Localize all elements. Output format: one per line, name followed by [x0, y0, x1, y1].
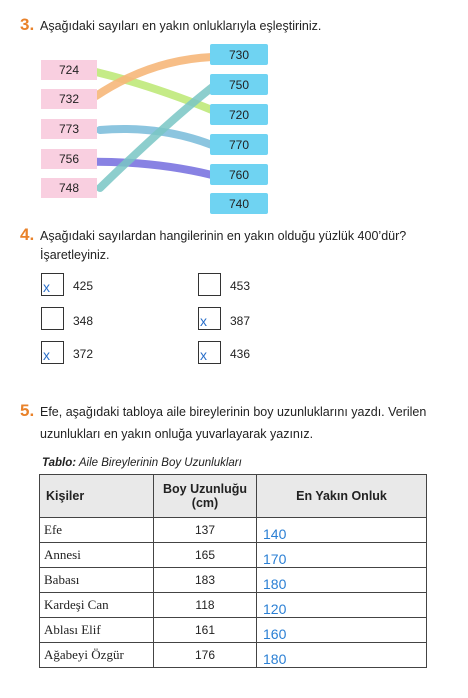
match-line-732-730	[96, 57, 212, 96]
checkbox-label: 436	[230, 347, 251, 361]
person-height: 137	[154, 518, 257, 543]
q5-text-line2: uzunlukları en yakın onluğa yuvarlayarak yazınız.	[40, 427, 314, 441]
q3-number: 3.	[20, 15, 35, 34]
right-number: 770	[210, 134, 268, 155]
table-row	[40, 618, 427, 643]
q5-text-line1: Efe, aşağıdaki tabloya aile bireylerinin boy uzunluklarını yazdı. Verilen	[40, 405, 427, 419]
q4-text-line2: İşaretleyiniz.	[40, 248, 110, 262]
match-line-773-770	[100, 129, 212, 145]
left-number: 773	[41, 119, 97, 139]
person-name: Kardeşi Can	[40, 593, 154, 618]
right-number: 750	[210, 74, 268, 95]
checkbox-label: 453	[230, 279, 251, 293]
height-table	[39, 474, 427, 668]
table-row	[40, 518, 427, 543]
answer-input[interactable]: 160	[257, 618, 427, 643]
header-people: Kişiler	[40, 475, 154, 518]
caption-label: Tablo:	[42, 457, 77, 469]
person-name: Ağabeyi Özgür	[40, 643, 154, 668]
checkbox[interactable]	[41, 273, 64, 296]
person-height: 161	[154, 618, 257, 643]
checkbox-label: 387	[230, 314, 251, 328]
match-line-748-750	[100, 85, 215, 188]
table-header-row	[40, 475, 427, 518]
checkbox[interactable]	[198, 341, 221, 364]
caption-title: Aile Bireylerinin Boy Uzunlukları	[76, 457, 242, 469]
match-line-724-720	[96, 72, 212, 110]
table-row	[40, 643, 427, 668]
q4-number: 4.	[20, 225, 35, 244]
right-number: 760	[210, 164, 268, 185]
q3-text: Aşağıdaki sayıları en yakın onluklarıyla eşleştiriniz.	[40, 19, 322, 33]
right-number: 730	[210, 44, 268, 65]
checkbox-label: 372	[73, 347, 94, 361]
checkbox[interactable]	[198, 273, 221, 296]
person-name: Ablası Elif	[40, 618, 154, 643]
header-nearest-ten: En Yakın Onluk	[257, 475, 427, 518]
answer-input[interactable]: 180	[257, 568, 427, 593]
checkbox-label: 425	[73, 279, 94, 293]
person-name: Efe	[40, 518, 154, 543]
checkbox[interactable]	[41, 307, 64, 330]
answer-input[interactable]: 180	[257, 643, 427, 668]
table-caption	[42, 457, 242, 469]
table-row	[40, 568, 427, 593]
q4-text-line1: Aşağıdaki sayılardan hangilerinin en yakın olduğu yüzlük 400’dür?	[40, 229, 407, 243]
answer-input[interactable]: 170	[257, 543, 427, 568]
person-height: 183	[154, 568, 257, 593]
left-number: 756	[41, 149, 97, 169]
right-number: 720	[210, 104, 268, 125]
left-number: 724	[41, 60, 97, 80]
right-number: 740	[210, 193, 268, 214]
person-name: Annesi	[40, 543, 154, 568]
checkbox[interactable]	[41, 341, 64, 364]
left-number: 732	[41, 89, 97, 109]
x-mark: x	[200, 347, 207, 363]
answer-input[interactable]: 120	[257, 593, 427, 618]
table-row	[40, 593, 427, 618]
x-mark: x	[43, 347, 50, 363]
person-name: Babası	[40, 568, 154, 593]
left-number: 748	[41, 178, 97, 198]
person-height: 118	[154, 593, 257, 618]
match-line-756-760	[78, 162, 212, 175]
q5-number: 5.	[20, 401, 35, 420]
person-height: 165	[154, 543, 257, 568]
x-mark: x	[43, 279, 50, 295]
x-mark: x	[200, 313, 207, 329]
person-height: 176	[154, 643, 257, 668]
checkbox-label: 348	[73, 314, 94, 328]
table-row	[40, 543, 427, 568]
header-height: Boy Uzunluğu (cm)	[154, 475, 257, 518]
answer-input[interactable]: 140	[257, 518, 427, 543]
checkbox[interactable]	[198, 307, 221, 330]
